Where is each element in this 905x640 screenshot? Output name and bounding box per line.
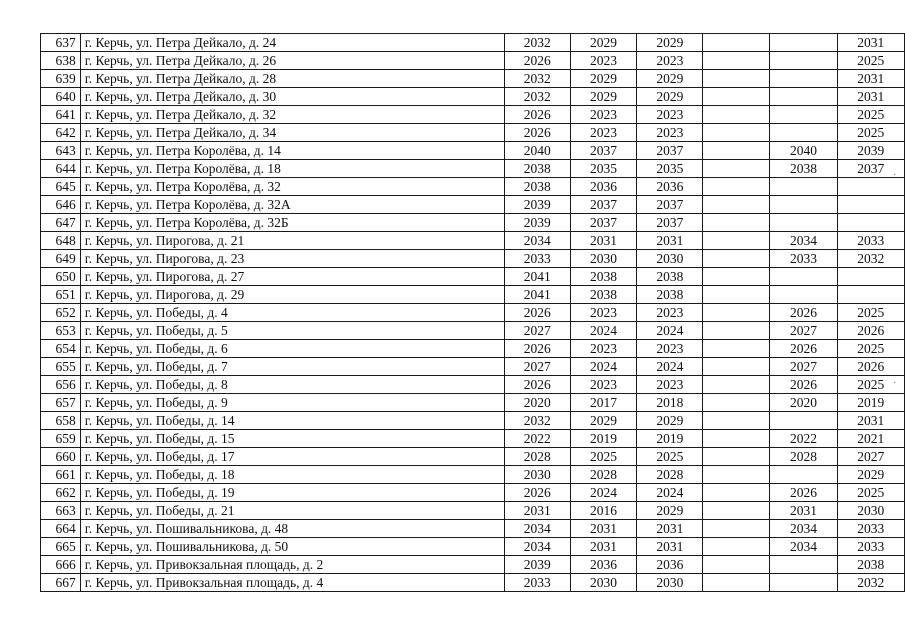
year-cell: 2032 bbox=[837, 250, 904, 268]
year-cell: 2035 bbox=[637, 160, 703, 178]
year-cell: 2036 bbox=[570, 556, 636, 574]
year-cell bbox=[703, 52, 770, 70]
year-cell bbox=[703, 340, 770, 358]
year-cell: 2030 bbox=[837, 502, 904, 520]
year-cell bbox=[703, 124, 770, 142]
year-cell: 2031 bbox=[637, 538, 703, 556]
row-number: 641 bbox=[41, 106, 81, 124]
year-cell: 2033 bbox=[837, 538, 904, 556]
year-cell: 2025 bbox=[570, 448, 636, 466]
table-row bbox=[41, 556, 905, 574]
year-cell bbox=[703, 70, 770, 88]
table-row bbox=[41, 70, 905, 88]
year-cell bbox=[703, 412, 770, 430]
year-cell: 2024 bbox=[637, 484, 703, 502]
row-number: 655 bbox=[41, 358, 81, 376]
year-cell: 2029 bbox=[637, 502, 703, 520]
year-cell: 2026 bbox=[770, 484, 837, 502]
year-cell: 2025 bbox=[837, 484, 904, 502]
row-number: 651 bbox=[41, 286, 81, 304]
year-cell bbox=[770, 88, 837, 106]
year-cell: 2023 bbox=[637, 340, 703, 358]
year-cell: 2033 bbox=[837, 232, 904, 250]
year-cell: 2039 bbox=[504, 556, 570, 574]
year-cell: 2026 bbox=[770, 340, 837, 358]
year-cell bbox=[703, 286, 770, 304]
year-cell bbox=[770, 412, 837, 430]
address-cell: г. Керчь, ул. Победы, д. 21 bbox=[80, 502, 504, 520]
year-cell: 2037 bbox=[570, 142, 636, 160]
year-cell bbox=[703, 502, 770, 520]
year-cell: 2033 bbox=[770, 250, 837, 268]
year-cell: 2023 bbox=[570, 340, 636, 358]
table-row bbox=[41, 124, 905, 142]
table-row bbox=[41, 106, 905, 124]
address-cell: г. Керчь, ул. Пошивальникова, д. 50 bbox=[80, 538, 504, 556]
table-row bbox=[41, 520, 905, 538]
row-number: 659 bbox=[41, 430, 81, 448]
address-cell: г. Керчь, ул. Привокзальная площадь, д. 4 bbox=[80, 574, 504, 592]
address-cell: г. Керчь, ул. Петра Королёва, д. 18 bbox=[80, 160, 504, 178]
year-cell: 2025 bbox=[637, 448, 703, 466]
year-cell: 2031 bbox=[837, 34, 904, 52]
year-cell bbox=[703, 358, 770, 376]
year-cell: 2025 bbox=[837, 52, 904, 70]
year-cell: 2036 bbox=[570, 178, 636, 196]
year-cell: 2023 bbox=[570, 124, 636, 142]
year-cell: 2023 bbox=[570, 304, 636, 322]
housing-table bbox=[40, 33, 905, 592]
address-cell: г. Керчь, ул. Победы, д. 18 bbox=[80, 466, 504, 484]
year-cell bbox=[770, 178, 837, 196]
table-row bbox=[41, 286, 905, 304]
year-cell: 2032 bbox=[504, 412, 570, 430]
year-cell: 2031 bbox=[570, 538, 636, 556]
address-cell: г. Керчь, ул. Петра Королёва, д. 32 bbox=[80, 178, 504, 196]
address-cell: г. Керчь, ул. Пирогова, д. 23 bbox=[80, 250, 504, 268]
year-cell: 2027 bbox=[770, 322, 837, 340]
year-cell: 2030 bbox=[504, 466, 570, 484]
address-cell: г. Керчь, ул. Победы, д. 7 bbox=[80, 358, 504, 376]
table-row bbox=[41, 196, 905, 214]
year-cell: 2038 bbox=[570, 286, 636, 304]
year-cell: 2038 bbox=[504, 178, 570, 196]
row-number: 653 bbox=[41, 322, 81, 340]
row-number: 643 bbox=[41, 142, 81, 160]
year-cell: 2034 bbox=[504, 232, 570, 250]
row-number: 663 bbox=[41, 502, 81, 520]
scan-mark: · bbox=[893, 170, 897, 181]
row-number: 664 bbox=[41, 520, 81, 538]
year-cell bbox=[703, 106, 770, 124]
row-number: 647 bbox=[41, 214, 81, 232]
table-row bbox=[41, 340, 905, 358]
address-cell: г. Керчь, ул. Петра Дейкало, д. 32 bbox=[80, 106, 504, 124]
year-cell: 2030 bbox=[637, 250, 703, 268]
address-cell: г. Керчь, ул. Пирогова, д. 29 bbox=[80, 286, 504, 304]
table-row bbox=[41, 412, 905, 430]
year-cell bbox=[703, 466, 770, 484]
year-cell: 2031 bbox=[570, 232, 636, 250]
year-cell: 2025 bbox=[837, 124, 904, 142]
year-cell: 2029 bbox=[637, 34, 703, 52]
year-cell: 2034 bbox=[504, 520, 570, 538]
year-cell: 2027 bbox=[504, 322, 570, 340]
year-cell: 2023 bbox=[637, 52, 703, 70]
year-cell: 2033 bbox=[504, 250, 570, 268]
year-cell: 2032 bbox=[837, 574, 904, 592]
row-number: 649 bbox=[41, 250, 81, 268]
year-cell bbox=[703, 178, 770, 196]
year-cell bbox=[703, 232, 770, 250]
year-cell bbox=[770, 196, 837, 214]
year-cell: 2026 bbox=[504, 484, 570, 502]
year-cell: 2038 bbox=[504, 160, 570, 178]
year-cell: 2038 bbox=[770, 160, 837, 178]
table-body bbox=[41, 34, 905, 592]
year-cell: 2027 bbox=[504, 358, 570, 376]
year-cell: 2026 bbox=[837, 358, 904, 376]
table-row bbox=[41, 52, 905, 70]
year-cell bbox=[703, 376, 770, 394]
row-number: 640 bbox=[41, 88, 81, 106]
table-row bbox=[41, 394, 905, 412]
year-cell: 2037 bbox=[837, 160, 904, 178]
year-cell: 2039 bbox=[837, 142, 904, 160]
year-cell: 2025 bbox=[837, 304, 904, 322]
year-cell: 2018 bbox=[637, 394, 703, 412]
year-cell: 2031 bbox=[837, 412, 904, 430]
address-cell: г. Керчь, ул. Петра Королёва, д. 14 bbox=[80, 142, 504, 160]
year-cell: 2035 bbox=[570, 160, 636, 178]
row-number: 662 bbox=[41, 484, 81, 502]
year-cell: 2032 bbox=[504, 88, 570, 106]
year-cell: 2026 bbox=[837, 322, 904, 340]
year-cell: 2025 bbox=[837, 340, 904, 358]
address-cell: г. Керчь, ул. Победы, д. 17 bbox=[80, 448, 504, 466]
year-cell bbox=[837, 268, 904, 286]
year-cell bbox=[770, 124, 837, 142]
year-cell bbox=[770, 556, 837, 574]
table-row bbox=[41, 574, 905, 592]
table-row bbox=[41, 448, 905, 466]
year-cell: 2039 bbox=[504, 214, 570, 232]
year-cell bbox=[703, 322, 770, 340]
year-cell: 2024 bbox=[570, 358, 636, 376]
table-row bbox=[41, 358, 905, 376]
year-cell bbox=[703, 448, 770, 466]
year-cell bbox=[703, 520, 770, 538]
year-cell: 2031 bbox=[570, 520, 636, 538]
year-cell: 2033 bbox=[504, 574, 570, 592]
year-cell bbox=[837, 286, 904, 304]
address-cell: г. Керчь, ул. Победы, д. 19 bbox=[80, 484, 504, 502]
table-row bbox=[41, 304, 905, 322]
table-row bbox=[41, 502, 905, 520]
year-cell: 2039 bbox=[504, 196, 570, 214]
year-cell: 2022 bbox=[504, 430, 570, 448]
year-cell: 2038 bbox=[570, 268, 636, 286]
year-cell bbox=[770, 466, 837, 484]
row-number: 646 bbox=[41, 196, 81, 214]
year-cell: 2029 bbox=[570, 88, 636, 106]
year-cell: 2029 bbox=[637, 70, 703, 88]
row-number: 657 bbox=[41, 394, 81, 412]
year-cell: 2031 bbox=[637, 520, 703, 538]
year-cell: 2016 bbox=[570, 502, 636, 520]
year-cell: 2034 bbox=[770, 232, 837, 250]
year-cell: 2025 bbox=[837, 376, 904, 394]
year-cell: 2040 bbox=[504, 142, 570, 160]
row-number: 658 bbox=[41, 412, 81, 430]
year-cell: 2034 bbox=[504, 538, 570, 556]
row-number: 666 bbox=[41, 556, 81, 574]
table-row bbox=[41, 34, 905, 52]
address-cell: г. Керчь, ул. Победы, д. 8 bbox=[80, 376, 504, 394]
year-cell: 2041 bbox=[504, 286, 570, 304]
year-cell: 2036 bbox=[637, 178, 703, 196]
year-cell: 2028 bbox=[504, 448, 570, 466]
table-row bbox=[41, 178, 905, 196]
year-cell: 2020 bbox=[770, 394, 837, 412]
year-cell: 2036 bbox=[637, 556, 703, 574]
year-cell bbox=[837, 214, 904, 232]
table-row bbox=[41, 376, 905, 394]
address-cell: г. Керчь, ул. Петра Дейкало, д. 24 bbox=[80, 34, 504, 52]
year-cell: 2028 bbox=[637, 466, 703, 484]
table-row bbox=[41, 88, 905, 106]
table-row bbox=[41, 268, 905, 286]
year-cell: 2029 bbox=[837, 466, 904, 484]
year-cell: 2041 bbox=[504, 268, 570, 286]
year-cell: 2027 bbox=[837, 448, 904, 466]
year-cell bbox=[703, 88, 770, 106]
year-cell: 2020 bbox=[504, 394, 570, 412]
table-row bbox=[41, 430, 905, 448]
year-cell: 2034 bbox=[770, 520, 837, 538]
year-cell: 2031 bbox=[837, 70, 904, 88]
year-cell: 2038 bbox=[637, 268, 703, 286]
address-cell: г. Керчь, ул. Победы, д. 14 bbox=[80, 412, 504, 430]
year-cell: 2023 bbox=[637, 304, 703, 322]
row-number: 665 bbox=[41, 538, 81, 556]
year-cell: 2026 bbox=[504, 106, 570, 124]
year-cell: 2031 bbox=[837, 88, 904, 106]
year-cell: 2024 bbox=[637, 358, 703, 376]
year-cell bbox=[703, 34, 770, 52]
row-number: 638 bbox=[41, 52, 81, 70]
year-cell bbox=[703, 268, 770, 286]
year-cell: 2029 bbox=[637, 412, 703, 430]
row-number: 637 bbox=[41, 34, 81, 52]
year-cell: 2028 bbox=[570, 466, 636, 484]
year-cell: 2032 bbox=[504, 34, 570, 52]
year-cell: 2032 bbox=[504, 70, 570, 88]
row-number: 644 bbox=[41, 160, 81, 178]
year-cell: 2028 bbox=[770, 448, 837, 466]
year-cell bbox=[837, 196, 904, 214]
year-cell: 2023 bbox=[637, 124, 703, 142]
year-cell bbox=[703, 160, 770, 178]
year-cell: 2024 bbox=[637, 322, 703, 340]
year-cell: 2040 bbox=[770, 142, 837, 160]
year-cell: 2030 bbox=[637, 574, 703, 592]
year-cell bbox=[770, 214, 837, 232]
row-number: 639 bbox=[41, 70, 81, 88]
year-cell: 2031 bbox=[637, 232, 703, 250]
year-cell bbox=[703, 304, 770, 322]
table-row bbox=[41, 160, 905, 178]
year-cell: 2026 bbox=[504, 376, 570, 394]
year-cell: 2023 bbox=[570, 376, 636, 394]
year-cell: 2026 bbox=[504, 340, 570, 358]
year-cell bbox=[770, 106, 837, 124]
year-cell: 2029 bbox=[570, 412, 636, 430]
address-cell: г. Керчь, ул. Пошивальникова, д. 48 bbox=[80, 520, 504, 538]
table-row bbox=[41, 232, 905, 250]
scan-mark: · bbox=[893, 378, 897, 389]
year-cell: 2017 bbox=[570, 394, 636, 412]
address-cell: г. Керчь, ул. Петра Королёва, д. 32А bbox=[80, 196, 504, 214]
address-cell: г. Керчь, ул. Петра Дейкало, д. 30 bbox=[80, 88, 504, 106]
year-cell: 2037 bbox=[637, 214, 703, 232]
year-cell: 2031 bbox=[504, 502, 570, 520]
address-cell: г. Керчь, ул. Победы, д. 4 bbox=[80, 304, 504, 322]
year-cell: 2023 bbox=[570, 52, 636, 70]
year-cell: 2019 bbox=[637, 430, 703, 448]
address-cell: г. Керчь, ул. Победы, д. 9 bbox=[80, 394, 504, 412]
year-cell: 2029 bbox=[637, 88, 703, 106]
table-row bbox=[41, 484, 905, 502]
year-cell bbox=[770, 268, 837, 286]
address-cell: г. Керчь, ул. Петра Дейкало, д. 26 bbox=[80, 52, 504, 70]
year-cell: 2026 bbox=[504, 304, 570, 322]
address-cell: г. Керчь, ул. Привокзальная площадь, д. 2 bbox=[80, 556, 504, 574]
year-cell: 2022 bbox=[770, 430, 837, 448]
year-cell: 2024 bbox=[570, 484, 636, 502]
table-row bbox=[41, 250, 905, 268]
row-number: 667 bbox=[41, 574, 81, 592]
table-row bbox=[41, 538, 905, 556]
year-cell: 2037 bbox=[637, 196, 703, 214]
year-cell: 2026 bbox=[770, 376, 837, 394]
year-cell: 2027 bbox=[770, 358, 837, 376]
year-cell: 2034 bbox=[770, 538, 837, 556]
address-cell: г. Керчь, ул. Пирогова, д. 27 bbox=[80, 268, 504, 286]
year-cell: 2026 bbox=[504, 52, 570, 70]
year-cell: 2031 bbox=[770, 502, 837, 520]
year-cell: 2029 bbox=[570, 34, 636, 52]
year-cell: 2024 bbox=[570, 322, 636, 340]
year-cell bbox=[703, 196, 770, 214]
year-cell bbox=[703, 394, 770, 412]
year-cell bbox=[703, 430, 770, 448]
year-cell bbox=[770, 34, 837, 52]
year-cell bbox=[770, 574, 837, 592]
address-cell: г. Керчь, ул. Петра Дейкало, д. 28 bbox=[80, 70, 504, 88]
row-number: 642 bbox=[41, 124, 81, 142]
row-number: 648 bbox=[41, 232, 81, 250]
year-cell: 2030 bbox=[570, 250, 636, 268]
year-cell: 2021 bbox=[837, 430, 904, 448]
year-cell bbox=[703, 538, 770, 556]
year-cell: 2038 bbox=[837, 556, 904, 574]
year-cell: 2019 bbox=[570, 430, 636, 448]
year-cell: 2030 bbox=[570, 574, 636, 592]
year-cell bbox=[703, 142, 770, 160]
year-cell bbox=[770, 52, 837, 70]
row-number: 652 bbox=[41, 304, 81, 322]
year-cell: 2037 bbox=[570, 196, 636, 214]
year-cell bbox=[770, 70, 837, 88]
address-cell: г. Керчь, ул. Победы, д. 6 bbox=[80, 340, 504, 358]
row-number: 660 bbox=[41, 448, 81, 466]
year-cell: 2019 bbox=[837, 394, 904, 412]
table-row bbox=[41, 322, 905, 340]
year-cell bbox=[703, 214, 770, 232]
year-cell: 2023 bbox=[570, 106, 636, 124]
year-cell bbox=[703, 556, 770, 574]
address-cell: г. Керчь, ул. Петра Королёва, д. 32Б bbox=[80, 214, 504, 232]
year-cell: 2038 bbox=[637, 286, 703, 304]
year-cell: 2037 bbox=[570, 214, 636, 232]
year-cell: 2023 bbox=[637, 106, 703, 124]
table-row bbox=[41, 142, 905, 160]
year-cell: 2037 bbox=[637, 142, 703, 160]
year-cell: 2033 bbox=[837, 520, 904, 538]
year-cell bbox=[703, 484, 770, 502]
table-row bbox=[41, 466, 905, 484]
year-cell: 2023 bbox=[637, 376, 703, 394]
row-number: 645 bbox=[41, 178, 81, 196]
year-cell bbox=[770, 286, 837, 304]
row-number: 656 bbox=[41, 376, 81, 394]
address-cell: г. Керчь, ул. Пирогова, д. 21 bbox=[80, 232, 504, 250]
year-cell: 2029 bbox=[570, 70, 636, 88]
table-row bbox=[41, 214, 905, 232]
year-cell: 2025 bbox=[837, 106, 904, 124]
row-number: 654 bbox=[41, 340, 81, 358]
year-cell bbox=[703, 250, 770, 268]
address-cell: г. Керчь, ул. Петра Дейкало, д. 34 bbox=[80, 124, 504, 142]
row-number: 650 bbox=[41, 268, 81, 286]
year-cell: 2026 bbox=[770, 304, 837, 322]
row-number: 661 bbox=[41, 466, 81, 484]
address-cell: г. Керчь, ул. Победы, д. 15 bbox=[80, 430, 504, 448]
address-cell: г. Керчь, ул. Победы, д. 5 bbox=[80, 322, 504, 340]
year-cell: 2026 bbox=[504, 124, 570, 142]
year-cell bbox=[703, 574, 770, 592]
